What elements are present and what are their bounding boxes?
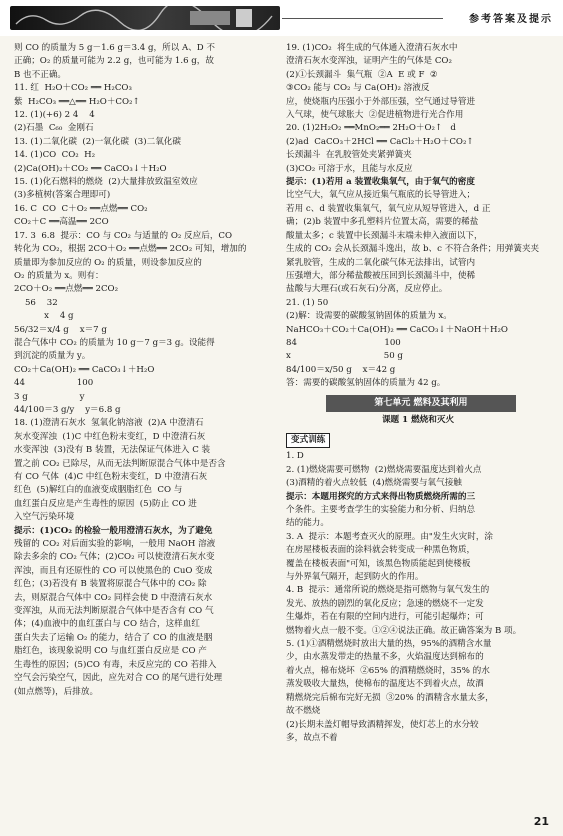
- text-line: 提示：(1)CO₂ 的检验一般用澄清石灰水，为了避免: [14, 525, 213, 536]
- text-line: 红色 (5)解红白的血液变成胭脂红色 CO 与: [14, 485, 183, 496]
- text-line: 84/100＝x/50 g x＝42 g: [286, 364, 396, 375]
- text-line: 3. A 提示：本题考查灭火的原理。由"发生火灾时，涂: [286, 531, 494, 542]
- left-column: [14, 42, 276, 822]
- text-line: 去，则原混合气体中 CO₂ 同样会使 D 中澄清石灰水: [14, 592, 213, 603]
- text-line: 到沉淀的质量为 y。: [14, 351, 91, 362]
- text-line: 血红蛋白反应是产生毒性的原因 (5)防止 CO 进: [14, 498, 197, 509]
- text-line: 19. (1)CO₂ 将生成的气体通入澄清石灰水中: [286, 43, 458, 53]
- text-line: 生成的 CO₂ 会从长颈漏斗逸出，故 b、c 不符合条件；用弹簧夹夹: [286, 244, 540, 255]
- text-line: 17. 3 6.8 提示：CO 与 CO₂ 与适量的 O₂ 反应后，CO: [14, 230, 233, 241]
- text-line: 水变浑浊 (3)没有 B 装置，无法保证气体进入 C 装: [14, 445, 211, 456]
- text-line: 在房屋楼板表面的涂料就会转变成一种黑色物质，: [286, 545, 476, 556]
- text-line: 生爆炸，若在有限的空间内进行，可能引起爆炸；可: [286, 612, 484, 623]
- text-line: 44 100: [14, 378, 94, 389]
- text-line: 有 CO 气体 (4)C 中红色粉末变红，D 中澄清石灰: [14, 472, 208, 482]
- text-line: 1. D: [286, 451, 304, 462]
- text-line: 故不燃烧: [286, 706, 321, 717]
- text-line: ③CO₂ 能与 CO₂ 与 Ca(OH)₂ 溶液反: [286, 83, 430, 94]
- text-line: 确；(2)b 装置中多孔塑料片位置太高，需要的稀盐: [286, 217, 479, 228]
- lesson-title: 课题 1 燃烧和灭火: [381, 414, 455, 425]
- text-line: (3)多植树(答案合理即可): [14, 190, 111, 201]
- text-line: 生毒性的原因；(5)CO 有毒，未反应完的 CO 若排入: [14, 659, 217, 670]
- text-line: 着火点，棉布烧坏 ②65% 的酒精燃烧时，35% 的水: [286, 665, 490, 676]
- text-line: 44/100＝3 g/y y＝6.8 g: [14, 404, 121, 415]
- text-line: 空气会污染空气，因此，应先对合 CO 的尾气进行处理: [14, 673, 223, 684]
- text-line: 2. (1)燃烧需要可燃物 (2)燃烧需要温度达到着火点: [286, 464, 482, 475]
- text-line: NaHCO₃＋CO₂＋Ca(OH)₂ ══ CaCO₃↓＋NaOH＋H₂O: [286, 324, 508, 335]
- text-line: 入气球，使气球胀大 ②促进植物进行光合作用: [286, 110, 464, 121]
- text-line: (2)长期未盖灯帽导致酒精挥发，使灯芯上的水分较: [286, 719, 479, 730]
- text-line: 残留的 CO₂ 对后面实验的影响，一般用 NaOH 溶液: [14, 539, 216, 550]
- text-line: CO₂＋Ca(OH)₂ ══ CaCO₃↓＋H₂O: [14, 364, 155, 375]
- text-line: 澄清石灰水变浑浊，证明产生的气体是 CO₂: [286, 56, 452, 67]
- text-line: 燃物着火点一般不变。①②④说法正确。故正确答案为 B 项。: [286, 625, 522, 636]
- text-line: 应，使烧瓶内压强小于外部压强，空气通过导管进: [286, 96, 476, 107]
- page-number: 21: [533, 815, 549, 828]
- text-line: 21. (1) 50: [286, 297, 329, 308]
- header-title: 参考答案及提示: [469, 14, 553, 25]
- text-line: 转化为 CO₂，根据 2CO＋O₂ ══点燃══ 2CO₂ 可知，增加的: [14, 244, 247, 255]
- text-line: 15. (1)化石燃料的燃烧 (2)大量排放致温室效应: [14, 177, 198, 188]
- text-line: 盐酸与大理石(或石灰石)分离，反应停止。: [286, 284, 448, 295]
- text-line: x 4 g: [14, 311, 74, 322]
- text-line: (2)Ca(OH)₂＋CO₂ ══ CaCO₃↓＋H₂O: [14, 163, 167, 174]
- text-line: 提示：(1)若用 a 装置收集氧气，由于氧气的密度: [286, 177, 475, 188]
- text-line: 84 100: [286, 337, 401, 348]
- text-line: (2)①长颈漏斗 集气瓶 ②A E 或 F ②: [286, 69, 438, 80]
- text-line: 11. 红 H₂O＋CO₂ ══ H₂CO₃: [14, 83, 132, 94]
- text-line: 酸量太多；c 装置中长颈漏斗末端未伸入液面以下，: [286, 230, 483, 241]
- text-line: x 50 g: [286, 351, 403, 362]
- text-line: 答：需要的碳酸氢钠固体的质量为 42 g。: [286, 378, 446, 389]
- text-line: 长颈漏斗 在乳胶管处夹紧弹簧夹: [286, 150, 412, 161]
- text-line: 比空气大，氧气应从接近集气瓶底的长导管进入；: [286, 190, 476, 201]
- text-line: 少，由水蒸发带走的热量不多，火焰温度达到棉布的: [286, 652, 484, 663]
- text-line: 除去多余的 CO₂ 气体；(2)CO₂ 可以使澄清石灰水变: [14, 552, 215, 563]
- text-line: 20. (1)2H₂O₂ ══MnO₂══ 2H₂O＋O₂↑ d: [286, 123, 456, 134]
- text-line: 精燃烧完后棉布完好无损 ③20% 的酒精含水量太多，: [286, 692, 494, 703]
- text-line: O₂ 的质量为 x。则有：: [14, 270, 104, 281]
- text-line: 入空气污染环境: [14, 512, 75, 523]
- text-line: 12. (1)(+6) 2 4 4: [14, 110, 95, 121]
- text-line: 若用 c、d 装置收集氧气，氧气应从短导管进入，d 正: [286, 203, 491, 214]
- text-line: 4. B 提示：通常所说的燃烧是指可燃物与氧气发生的: [286, 585, 490, 596]
- text-line: 则 CO 的质量为 5 g－1.6 g＝3.4 g，所以 A、D 不: [14, 43, 216, 53]
- text-line: 覆盖在楼板表面"可知，该黑色物质能起到使楼板: [286, 558, 471, 569]
- text-line: 16. C CO C＋O₂ ══点燃══ CO₂: [14, 203, 148, 214]
- text-line: (3)CO₂ 可溶于水，且能与水反应: [286, 163, 413, 174]
- text-line: 2CO＋O₂ ══点燃══ 2CO₂: [14, 284, 119, 295]
- practice-box-label: 变式训练: [286, 433, 330, 448]
- text-line: 紫 H₂CO₃ ══△══ H₂O＋CO₂↑: [14, 96, 140, 107]
- text-line: (3)酒精的着火点较低 (4)燃烧需要与氧气接触: [286, 478, 462, 489]
- text-line: 3 g y: [14, 391, 85, 402]
- text-line: 紧乳胶管，生成的二氧化碳气体无法排出，试管内: [286, 257, 476, 268]
- text-line: 多，故点不着: [286, 732, 338, 743]
- text-line: 混合气体中 CO₂ 的质量为 10 g－7 g＝3 g。设能得: [14, 337, 215, 348]
- chapter-banner: 第七单元 燃料及其利用: [326, 395, 516, 412]
- text-line: 变浑浊，从而无法判断原混合气体中是否含有 CO 气: [14, 606, 214, 617]
- text-line: (2)石墨 C₆₀ 金刚石: [14, 123, 94, 134]
- text-line: 质量即为参加反应的 O₂ 的质量，则设参加反应的: [14, 257, 202, 268]
- text-line: 蛋白失去了运输 O₂ 的能力，结合了 CO 的血液是胭: [14, 632, 213, 643]
- text-line: 蒸发吸收大量热，使棉布的温度达不到着火点，故酒: [286, 679, 484, 690]
- header-decorative-band: [10, 6, 280, 30]
- text-line: 5. (1)①酒精燃烧时放出大量的热，95%的酒精含水量: [286, 639, 492, 650]
- header-ornament-icon: [10, 6, 280, 30]
- text-line: CO₂＋C ══高温══ 2CO: [14, 217, 109, 228]
- text-line: (如点燃等)，后排放。: [14, 686, 99, 697]
- text-line: 13. (1)二氧化碳 (2)一氧化碳 (3)二氧化碳: [14, 136, 181, 147]
- page-header: [0, 0, 563, 36]
- text-line: 56 32: [14, 297, 58, 308]
- text-line: 灰水变浑浊 (1)C 中红色粉末变红，D 中澄清石灰: [14, 431, 206, 442]
- text-line: 56/32＝x/4 g x＝7 g: [14, 324, 107, 335]
- right-bottom-answers: [286, 450, 550, 745]
- right-column: [286, 42, 550, 822]
- text-line: (2)ad CaCO₃＋2HCl ══ CaCl₂＋H₂O＋CO₂↑: [286, 136, 474, 147]
- header-rule: [282, 18, 443, 19]
- right-top-answers: [286, 42, 550, 391]
- text-line: 体；(4)血液中的血红蛋白与 CO 结合，这样血红: [14, 619, 200, 630]
- text-line: 置之前 CO₂ 已除尽，从而无法判断原混合气体中是否含: [14, 458, 226, 469]
- text-line: 个条件。主要考查学生的实验能力和分析、归纳总: [286, 505, 476, 515]
- text-line: 提示：本题用探究的方式来得出物质燃烧所需的三: [286, 491, 476, 502]
- text-line: 与外界氧气隔开，起到防火的作用。: [286, 572, 424, 583]
- text-line: 正确；O₂ 的质量可能为 2.2 g，也可能为 1.6 g，故: [14, 56, 214, 67]
- text-line: (2)解：设需要的碳酸氢钠固体的质量为 x。: [286, 311, 452, 322]
- text-line: 18. (1)澄清石灰水 氢氧化钠溶液 (2)A 中澄清石: [14, 418, 204, 429]
- text-line: 脂红色，该现象说明 CO 与血红蛋白反应是 CO 产: [14, 646, 207, 657]
- text-line: B 也不正确。: [14, 69, 67, 80]
- text-line: 14. (1)CO CO₂ H₂: [14, 150, 96, 161]
- text-line: 浑浊，而且有还原性的 CO 可以使黑色的 CuO 变成: [14, 565, 213, 576]
- text-line: 发光、放热的剧烈的氧化反应；急速的燃烧不一定发: [286, 598, 484, 609]
- text-line: 红色；(3)若没有 B 装置将原混合气体中的 CO₂ 除: [14, 579, 207, 590]
- text-line: 压强增大，部分稀盐酸被压回到长颈漏斗中，使稀: [286, 270, 476, 281]
- text-line: 结的能力。: [286, 518, 329, 529]
